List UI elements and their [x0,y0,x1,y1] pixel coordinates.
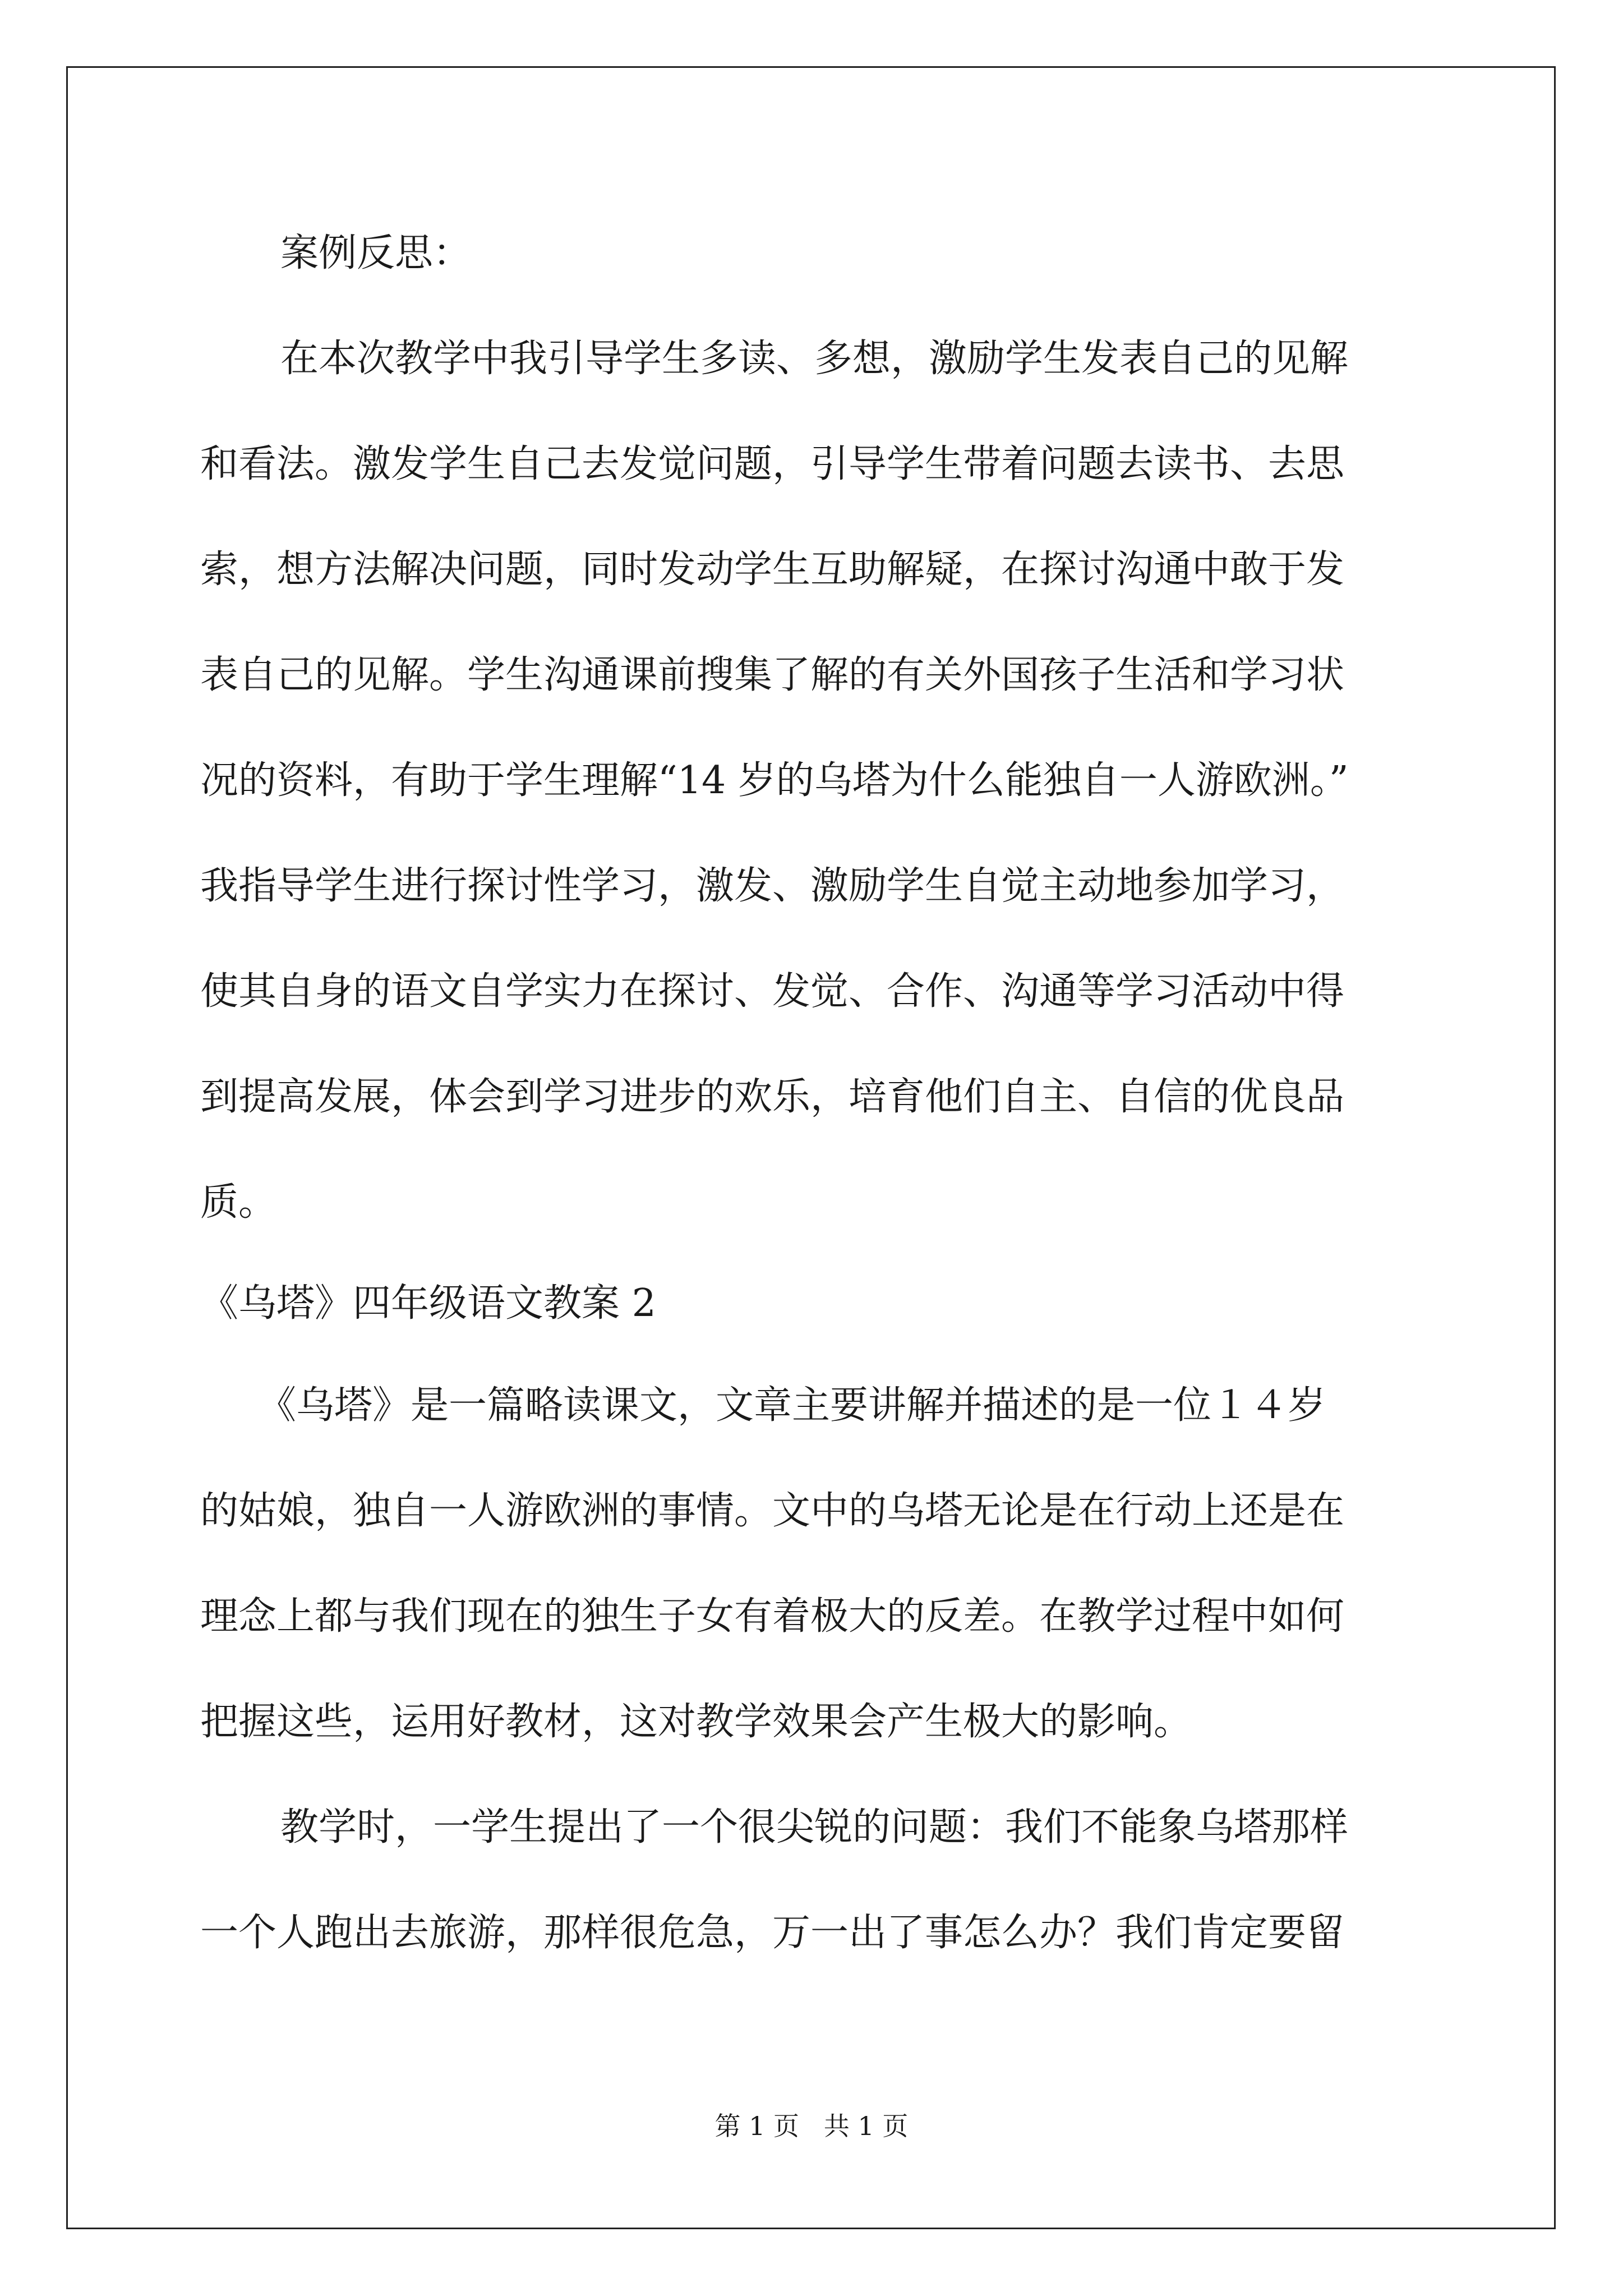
text-line: 我指导学生进行探讨性学习，激发、激励学生自觉主动地参加学习， [200,864,1345,908]
text-line: 质。 [200,1180,277,1225]
text-line: 一个人跑出去旅游，那样很危急，万一出了事怎么办？我们肯定要留 [200,1911,1345,1955]
text-line: 到提高发展，体会到学习进步的欢乐，培育他们自主、自信的优良品 [200,1075,1345,1119]
text-line: 使其自身的语文自学实力在探讨、发觉、合作、沟通等学习活动中得 [200,969,1345,1014]
text-line: 把握这些，运用好教材，这对教学效果会产生极大的影响。 [200,1700,1192,1744]
text-line: 理念上都与我们现在的独生子女有着极大的反差。在教学过程中如何 [200,1594,1345,1639]
text-line: 的姑娘，独自一人游欧洲的事情。文中的乌塔无论是在行动上还是在 [200,1489,1345,1533]
text-line: 《乌塔》是一篇略读课文，文章主要讲解并描述的是一位１４岁 [258,1383,1326,1428]
text-line: 况的资料，有助于学生理解“14 岁的乌塔为什么能独自一人游欧洲。” [200,758,1349,803]
text-line: 索，想方法解决问题，同时发动学生互助解疑，在探讨沟通中敢于发 [200,547,1345,592]
page-footer: 第 1 页 共 1 页 [714,2111,909,2141]
text-line: 教学时，一学生提出了一个很尖锐的问题：我们不能象乌塔那样 [280,1805,1349,1849]
section-heading: 《乌塔》四年级语文教案 2 [200,1281,656,1326]
page-border [66,66,1556,2229]
text-line: 在本次教学中我引导学生多读、多想，激励学生发表自己的见解 [280,337,1349,381]
text-line: 案例反思： [280,231,472,275]
text-line: 和看法。激发学生自己去发觉问题，引导学生带着问题去读书、去思 [200,442,1345,486]
text-line: 表自己的见解。学生沟通课前搜集了解的有关外国孩子生活和学习状 [200,653,1345,697]
